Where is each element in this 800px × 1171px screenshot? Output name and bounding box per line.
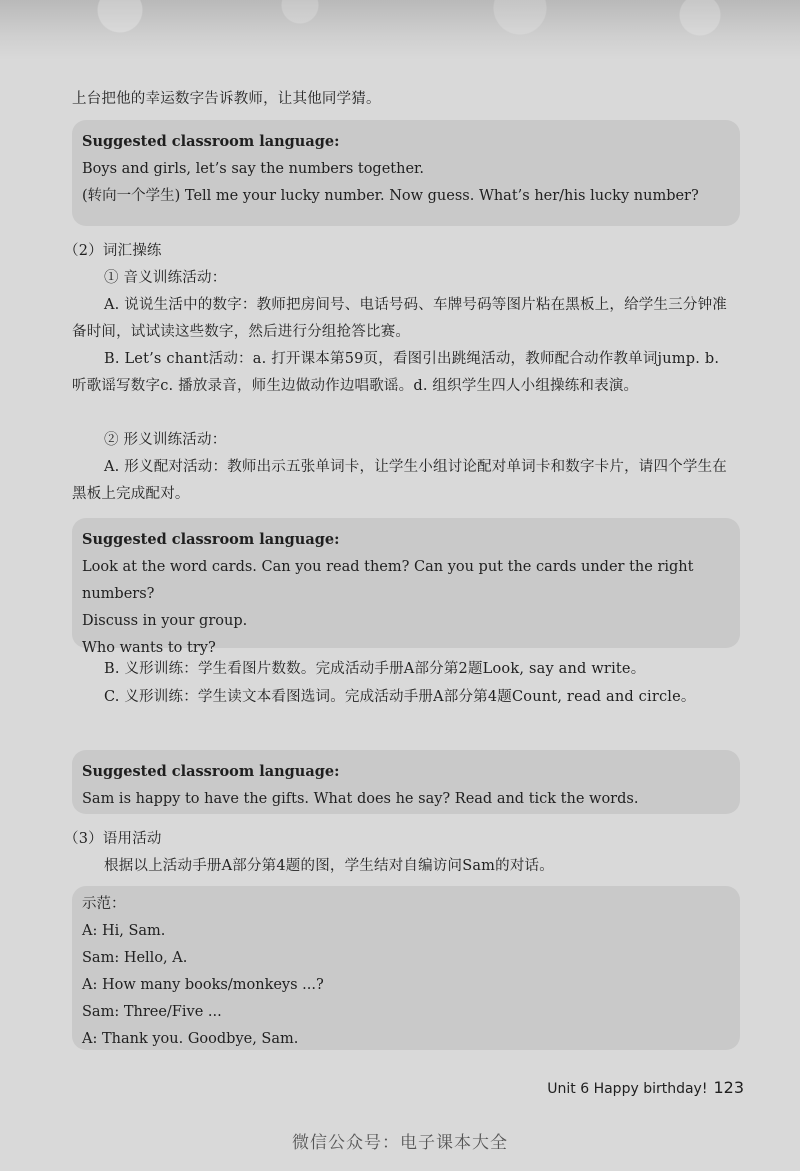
classroom-language-box-1	[72, 120, 740, 226]
page-number: 123	[713, 1078, 744, 1097]
page-footer	[547, 1078, 744, 1097]
box-line: Discuss in your group.	[82, 613, 248, 629]
usage-text: 根据以上活动手册A部分第4题的图，学生结对自编访问Sam的对话。	[104, 858, 554, 874]
dialogue-line: Sam: Three/Five ...	[82, 1004, 222, 1020]
classroom-language-box-2	[72, 518, 740, 656]
activity-b-chant: B. Let’s chant活动：a. 打开课本第59页，看图引出跳绳活动，教师配合动作教单词jump. b. 听歌谣写数字c. 播放录音，师生边做动作边唱歌谣。d. 组织学生四人小组操练和表演。	[72, 351, 720, 394]
box-line: (转向一个学生) Tell me your lucky number. Now guess. What’s her/his lucky number?	[82, 188, 699, 204]
intro-line: 上台把他的幸运数字告诉教师，让其他同学猜。	[72, 91, 381, 107]
box-line: Who wants to try?	[82, 640, 216, 656]
dialogue-line: Sam: Hello, A.	[82, 950, 188, 966]
activity-a-matching: A. 形义配对活动：教师出示五张单词卡，让学生小组讨论配对单词卡和数字卡片，请四个学生在黑板上完成配对。	[72, 459, 727, 502]
activity-c-count-read-circle: C. 义形训练：学生读文本看图选词。完成活动手册A部分第4题Count, read and circle。	[104, 689, 696, 705]
unit-title: Unit 6 Happy birthday!	[547, 1081, 708, 1097]
activity-b-look-say-write: B. 义形训练：学生看图片数数。完成活动手册A部分第2题Look, say and write。	[104, 661, 646, 677]
sub-heading-form-meaning: ② 形义训练活动：	[104, 432, 227, 448]
activity-a-numbers: A. 说说生活中的数字：教师把房间号、电话号码、车牌号码等图片粘在黑板上，给学生三分钟准备时间，试试读这些数字，然后进行分组抢答比赛。	[72, 297, 727, 340]
box-title: Suggested classroom language:	[82, 133, 340, 150]
box-line: Boys and girls, let’s say the numbers together.	[82, 161, 424, 177]
box-title: 示范：	[82, 896, 126, 912]
section-heading-vocab: （2）词汇操练	[64, 243, 162, 259]
dialogue-line: A: Hi, Sam.	[82, 923, 166, 939]
section-heading-usage: （3）语用活动	[64, 831, 162, 847]
watermark: 微信公众号：电子课本大全	[292, 1133, 508, 1153]
example-dialogue-box	[72, 886, 740, 1050]
dialogue-line: A: How many books/monkeys ...?	[82, 977, 324, 993]
box-line: Sam is happy to have the gifts. What does he say? Read and tick the words.	[82, 791, 639, 807]
sub-heading-sound-meaning: ① 音义训练活动：	[104, 270, 227, 286]
classroom-language-box-3	[72, 750, 740, 814]
box-title: Suggested classroom language:	[82, 531, 340, 548]
box-title: Suggested classroom language:	[82, 763, 340, 780]
box-line: Look at the word cards. Can you read them? Can you put the cards under the right numbers?	[82, 559, 694, 602]
dialogue-line: A: Thank you. Goodbye, Sam.	[82, 1031, 299, 1047]
